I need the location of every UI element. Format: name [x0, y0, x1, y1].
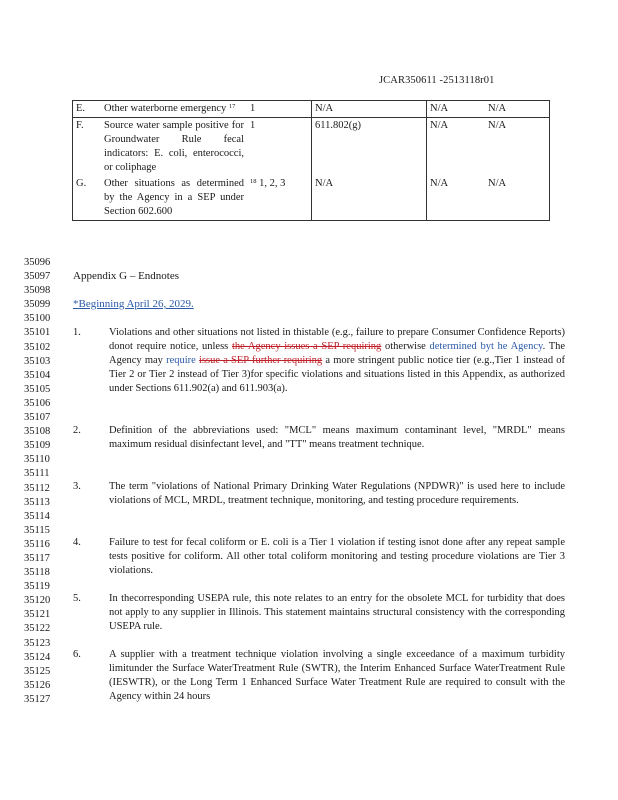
line-number: 35117 [24, 552, 50, 564]
row-na: N/A [427, 101, 486, 118]
row-tier: $^{18}$ 1, 2, 3 [247, 176, 312, 221]
line-number: 35125 [24, 665, 51, 677]
line-number: 35115 [24, 524, 50, 536]
footnote-ref: 17 [228, 103, 236, 110]
row-letter: E. [73, 101, 102, 118]
row-description: Other waterborne emergency $^{17}$ [101, 101, 247, 118]
row-citation: 611.802(g) [312, 118, 427, 177]
line-number: 35126 [24, 679, 51, 691]
line-number: 35102 [24, 341, 51, 353]
endnote-number: 3. [73, 481, 81, 492]
line-number: 35123 [24, 637, 51, 649]
line-number: 35112 [24, 482, 50, 494]
line-number: 35098 [24, 285, 51, 297]
line-number: 35105 [24, 383, 51, 395]
line-number: 35113 [24, 496, 50, 508]
deleted-text: issue a SEP further requiring [199, 355, 323, 367]
line-number-column [24, 256, 50, 707]
line-number: 35106 [24, 397, 51, 409]
line-number: 35096 [24, 257, 51, 268]
line-number: 35110 [24, 454, 50, 466]
line-number: 35103 [24, 355, 51, 367]
row-letter: F. [73, 118, 102, 177]
row-description: Other situations as determined by the Agency in a SEP under Section 602.600 [101, 176, 247, 221]
endnote-text: Violations and other situations not listed in thistable (e.g., failure to prepare Consumer Confidence Reports) donot require notice, unless the Agency issues a SEP requiring otherwise determined byt he Agency. The Agency may require issue a SEP further requiring a more stringent public notice tier (e.g.,Tier 1 instead of Tier 2 or Tier 2 instead of Tier 3)for specific violations and situations listed in this Appendix, as authorized under Sections 611.902(a) and 611.903(a). [109, 327, 566, 395]
endnote-text: Failure to test for fecal coliform or E. coli is a Tier 1 violation if testing isnot done after any repeat sample tests positive for coliform. All other total coliform monitoring and testing procedure violations are Tier 3 violations. [109, 537, 565, 577]
row-citation: N/A [312, 101, 427, 118]
line-number: 35100 [24, 313, 51, 325]
line-number: 35124 [24, 651, 51, 663]
row-citation: N/A [312, 176, 427, 221]
table-row [73, 176, 550, 221]
endnote-number: 1. [73, 327, 81, 338]
row-na: N/A [485, 101, 550, 118]
row-description: Source water sample positive for Groundwater Rule fecal indicators: E. coli, enterococci, or coliphage [104, 120, 244, 173]
row-na: N/A [427, 176, 486, 221]
line-number: 35122 [24, 623, 51, 635]
inserted-text: determined byt he Agency [429, 341, 543, 353]
line-number: 35097 [24, 271, 51, 283]
endnote-number: 4. [73, 537, 81, 548]
line-number: 35114 [24, 510, 50, 522]
endnote-text: The term "violations of National Primary Drinking Water Regulations (NPDWR)" is used here to include violations of MCL, MRDL, treatment technique, monitoring, and testing procedure requirements. [109, 481, 565, 507]
endnote-text: In thecorresponding USEPA rule, this note relates to an entry for the obsolete MCL for turbidity that does not apply to any supplier in Illinois. This statement maintains structural consistency with the corresponding USEPA rule. [109, 593, 565, 633]
line-number: 35127 [24, 693, 51, 705]
endnote-text: Definition of the abbreviations used: "MCL" means maximum contaminant level, "MRDL" means maximum residual disinfectant level, and "TT" means treatment technique. [109, 425, 565, 451]
endnote-text: A supplier with a treatment technique violation involving a single exceedance of a maximum turbidity limitunder the Surface WaterTreatment Rule (SWTR), the Interim Enhanced Surface WaterTreatment Rule (IESWTR), or the Long Term 1 Enhanced Surface Water Treatment Rule are required to consult with the Agency within 24 hours [109, 649, 565, 703]
row-na: N/A [427, 118, 486, 177]
line-number: 35104 [24, 369, 51, 381]
deleted-text: the Agency issues a SEP requiring [231, 341, 382, 353]
line-number: 35119 [24, 581, 50, 593]
line-number: 35107 [24, 412, 51, 424]
row-letter: G. [73, 176, 102, 221]
line-number: 35108 [24, 426, 51, 438]
line-number: 35111 [24, 468, 50, 480]
line-number: 35101 [24, 327, 51, 339]
row-tier: 1 [247, 101, 312, 118]
endnote-number: 5. [73, 593, 81, 604]
line-number: 35121 [24, 609, 51, 621]
endnote-number: 6. [73, 649, 81, 660]
row-tier: 1 [250, 120, 256, 131]
table-row [73, 118, 550, 177]
footnote-ref: 18 [250, 178, 257, 185]
public-notice-table [72, 100, 550, 221]
line-number: 35109 [24, 440, 51, 452]
effective-date-note[interactable]: *Beginning April 26, 2029. [73, 298, 194, 310]
line-number: 35120 [24, 595, 51, 607]
endnote-number: 2. [73, 425, 81, 436]
line-number: 35116 [24, 538, 50, 550]
document-id-header: JCAR350611 -2513118r01 [379, 75, 495, 86]
row-na: N/A [485, 176, 550, 221]
row-na: N/A [485, 118, 550, 177]
section-title: Appendix G – Endnotes [73, 270, 180, 282]
inserted-text: require [166, 355, 196, 367]
table-row [73, 101, 550, 118]
line-number: 35118 [24, 567, 50, 579]
line-number: 35099 [24, 299, 51, 311]
